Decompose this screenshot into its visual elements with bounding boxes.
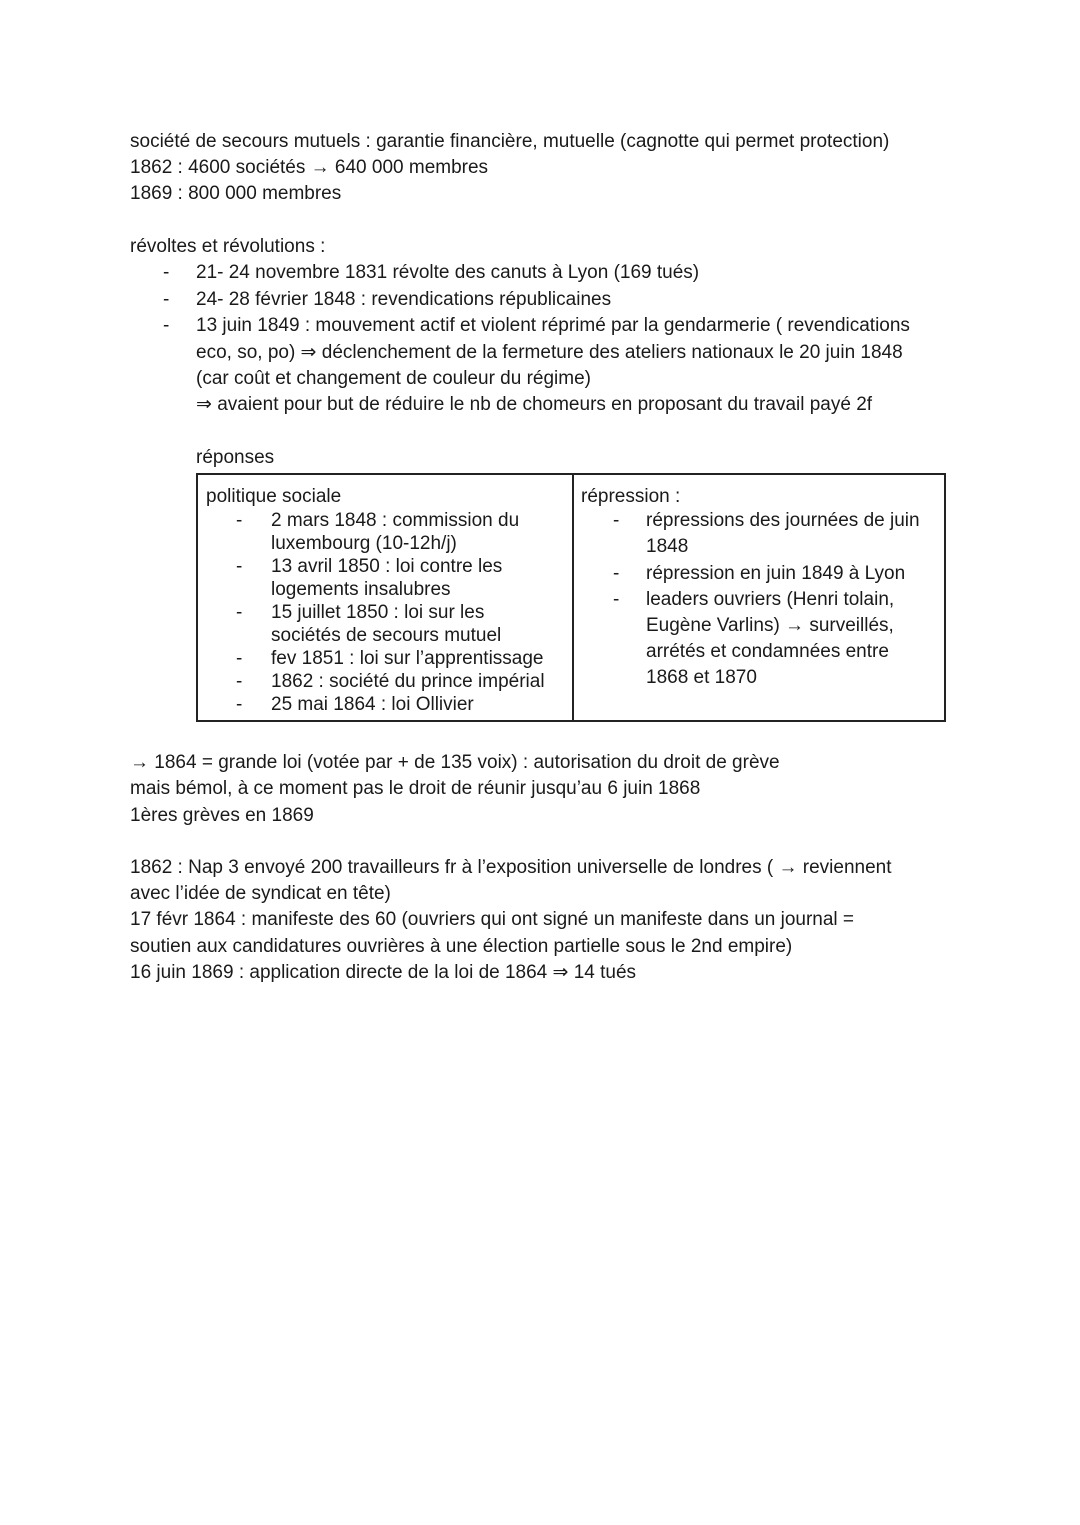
social-item-4: fev 1851 : loi sur l’apprentissage <box>271 648 544 669</box>
final-line-3: 17 févr 1864 : manifeste des 60 (ouvriers qui ont signé un manifeste dans un journal = <box>130 909 855 930</box>
repression-item-3-line-2: Eugène Varlins) → surveillés, <box>646 615 894 636</box>
revolt-item-3-line-3: (car coût et changement de couleur du régime) <box>196 368 591 389</box>
revolt-item-3-line-2: eco, so, po) ⇒ déclenchement de la fermeture des ateliers nationaux le 20 juin 1848 <box>196 342 903 363</box>
bullet-dash: - <box>236 648 243 669</box>
bullet-dash: - <box>236 602 243 623</box>
responses-heading: réponses <box>196 447 275 468</box>
social-item-3-line-2: sociétés de secours mutuel <box>271 625 502 646</box>
social-item-3-line-1: 15 juillet 1850 : loi sur les <box>271 602 485 623</box>
repression-item-1-line-1: répressions des journées de juin <box>646 510 920 531</box>
mutual-line-1: société de secours mutuels : garantie financière, mutuelle (cagnotte qui permet protection) <box>130 131 890 152</box>
repression-item-3-line-4: 1868 et 1870 <box>646 667 757 688</box>
bullet-dash: - <box>613 563 620 584</box>
bullet-dash: - <box>236 510 243 531</box>
left-cell-title: politique sociale <box>206 486 342 507</box>
social-item-6: 25 mai 1864 : loi Ollivier <box>271 694 474 715</box>
repression-item-2: répression en juin 1849 à Lyon <box>646 563 906 584</box>
social-item-1-line-1: 2 mars 1848 : commission du <box>271 510 520 531</box>
responses-table <box>196 473 946 722</box>
social-item-2-line-2: logements insalubres <box>271 579 451 600</box>
bullet-dash: - <box>236 694 243 715</box>
repression-item-1-line-2: 1848 <box>646 536 689 557</box>
revolts-heading: révoltes et révolutions : <box>130 236 326 257</box>
bullet-dash: - <box>163 315 170 336</box>
right-cell-title: répression : <box>581 486 681 507</box>
revolt-item-3-line-1: 13 juin 1849 : mouvement actif et violent réprimé par la gendarmerie ( revendications <box>196 315 910 336</box>
revolt-item-1: 21- 24 novembre 1831 révolte des canuts à Lyon (169 tués) <box>196 262 700 283</box>
social-item-1-line-2: luxembourg (10-12h/j) <box>271 533 457 554</box>
final-line-5: 16 juin 1869 : application directe de la loi de 1864 ⇒ 14 tués <box>130 962 637 983</box>
final-line-4: soutien aux candidatures ouvrières à une élection partielle sous le 2nd empire) <box>130 936 793 957</box>
final-line-1: 1862 : Nap 3 envoyé 200 travailleurs fr à l’exposition universelle de londres ( → reviennent <box>130 857 892 878</box>
law-1864-line-2: mais bémol, à ce moment pas le droit de réunir jusqu’au 6 juin 1868 <box>130 778 701 799</box>
mutual-line-3: 1869 : 800 000 membres <box>130 183 342 204</box>
bullet-dash: - <box>236 671 243 692</box>
revolt-item-2: 24- 28 février 1848 : revendications républicaines <box>196 289 612 310</box>
bullet-dash: - <box>613 589 620 610</box>
table-divider <box>572 475 574 720</box>
law-1864-line-3: 1ères grèves en 1869 <box>130 805 314 826</box>
repression-item-3-line-3: arrétés et condamnées entre <box>646 641 889 662</box>
bullet-dash: - <box>163 289 170 310</box>
final-line-2: avec l’idée de syndicat en tête) <box>130 883 391 904</box>
social-item-5: 1862 : société du prince impérial <box>271 671 545 692</box>
repression-item-3-line-1: leaders ouvriers (Henri tolain, <box>646 589 895 610</box>
bullet-dash: - <box>163 262 170 283</box>
revolt-item-3-line-4: ⇒ avaient pour but de réduire le nb de chomeurs en proposant du travail payé 2f <box>196 394 873 415</box>
mutual-line-2: 1862 : 4600 sociétés → 640 000 membres <box>130 157 489 178</box>
bullet-dash: - <box>613 510 620 531</box>
bullet-dash: - <box>236 556 243 577</box>
social-item-2-line-1: 13 avril 1850 : loi contre les <box>271 556 503 577</box>
law-1864-line-1: → 1864 = grande loi (votée par + de 135 voix) : autorisation du droit de grève <box>130 752 780 773</box>
